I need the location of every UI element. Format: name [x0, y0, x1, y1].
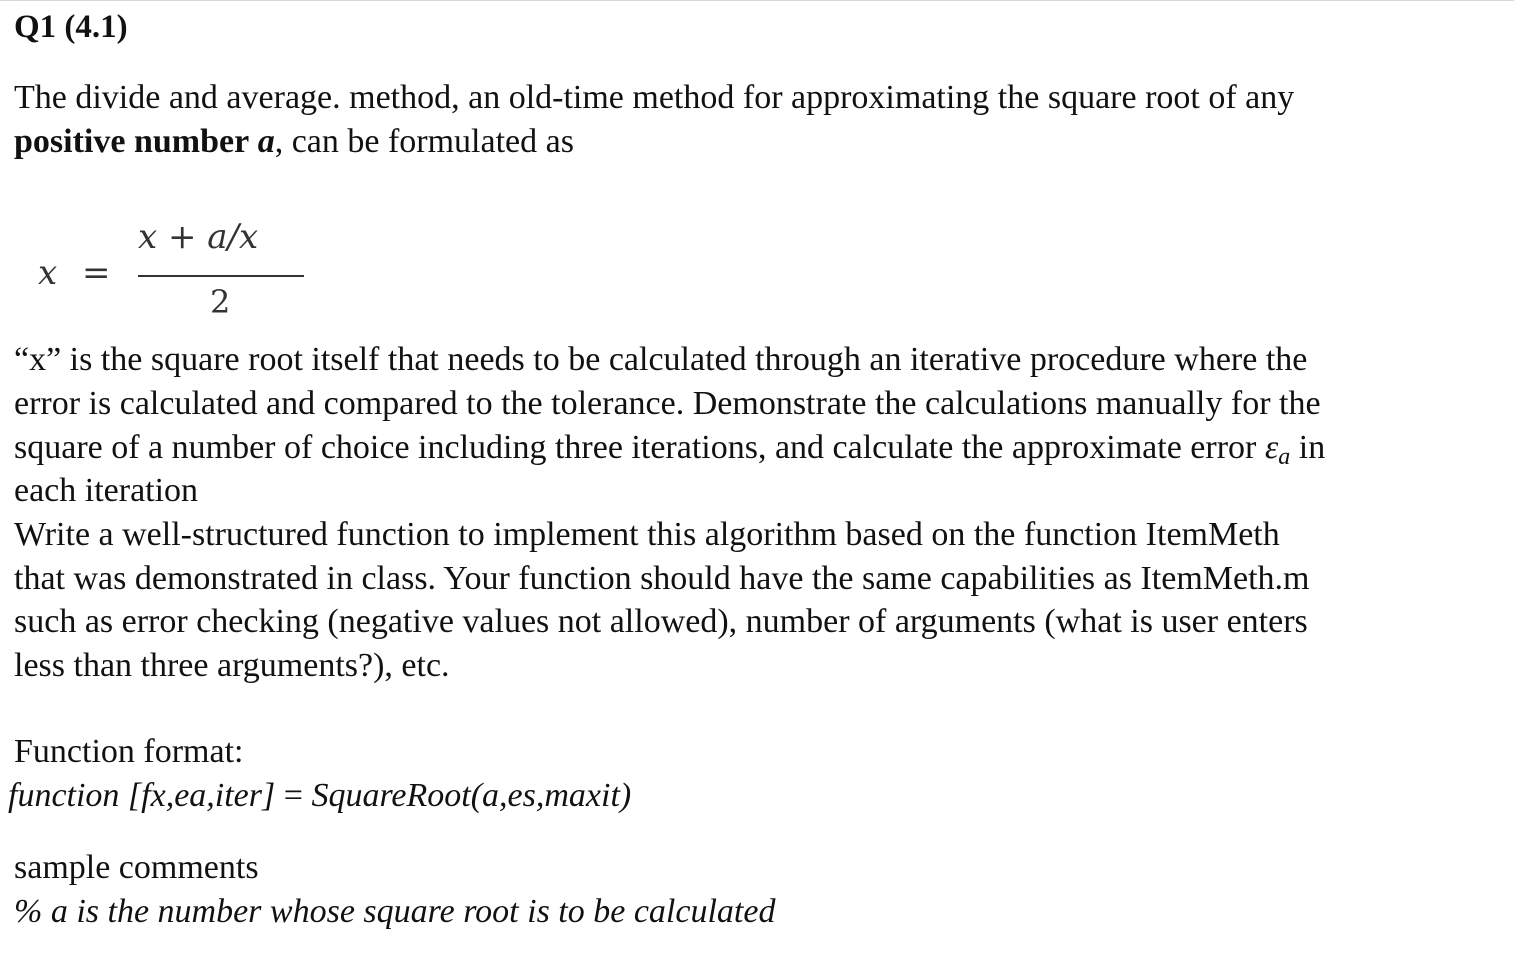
- function-format-label: Function format:: [14, 733, 244, 770]
- formula-numerator: x + a/x: [138, 217, 259, 257]
- epsilon-subscript: a: [1278, 444, 1291, 470]
- formula-denominator: 2: [210, 283, 231, 321]
- description-line-2: error is calculated and compared to the tolerance. Demonstrate the calculations manually for the: [14, 385, 1321, 422]
- formula: [38, 217, 338, 332]
- signature-equals: =: [275, 777, 312, 814]
- positive-number-text: positive number: [14, 123, 250, 160]
- task-line-2: that was demonstrated in class. Your function should have the same capabilities as ItemMeth.m: [14, 560, 1310, 597]
- intro-line-2: [14, 122, 574, 162]
- intro-line-2-rest: , can be formulated as: [274, 123, 574, 160]
- function-signature: [8, 776, 631, 816]
- formula-lhs: x: [38, 253, 58, 293]
- epsilon-glyph: ε: [1264, 429, 1279, 466]
- formula-equals: =: [82, 253, 111, 293]
- sample-comment-line: % a is the number whose square root is to be calculated: [14, 893, 776, 930]
- intro-line-1: The divide and average. method, an old-time method for approximating the square root of any: [14, 79, 1295, 116]
- task-line-3: such as error checking (negative values not allowed), number of arguments (what is user enters: [14, 603, 1308, 640]
- signature-outputs: function [fx,ea,iter]: [8, 777, 276, 814]
- description-line-3-text: square of a number of choice including three iterations, and calculate the approximate error: [14, 429, 1265, 466]
- sample-comments-label: sample comments: [14, 849, 259, 886]
- description-line-3: [14, 428, 1325, 477]
- task-line-4: less than three arguments?), etc.: [14, 647, 450, 684]
- fraction-bar: [138, 275, 304, 277]
- description-line-3-end: in: [1290, 429, 1326, 466]
- document-page: [8, 1, 1514, 970]
- description-line-4: each iteration: [14, 472, 199, 509]
- question-heading: Q1 (4.1): [14, 9, 128, 45]
- description-line-1: “x” is the square root itself that needs to be calculated through an iterative procedure where the: [14, 341, 1308, 378]
- epsilon-symbol: [1264, 429, 1291, 470]
- signature-call: SquareRoot(a,es,maxit): [311, 777, 632, 814]
- task-line-1: Write a well-structured function to implement this algorithm based on the function ItemMeth: [14, 516, 1280, 553]
- variable-a: a: [257, 123, 275, 160]
